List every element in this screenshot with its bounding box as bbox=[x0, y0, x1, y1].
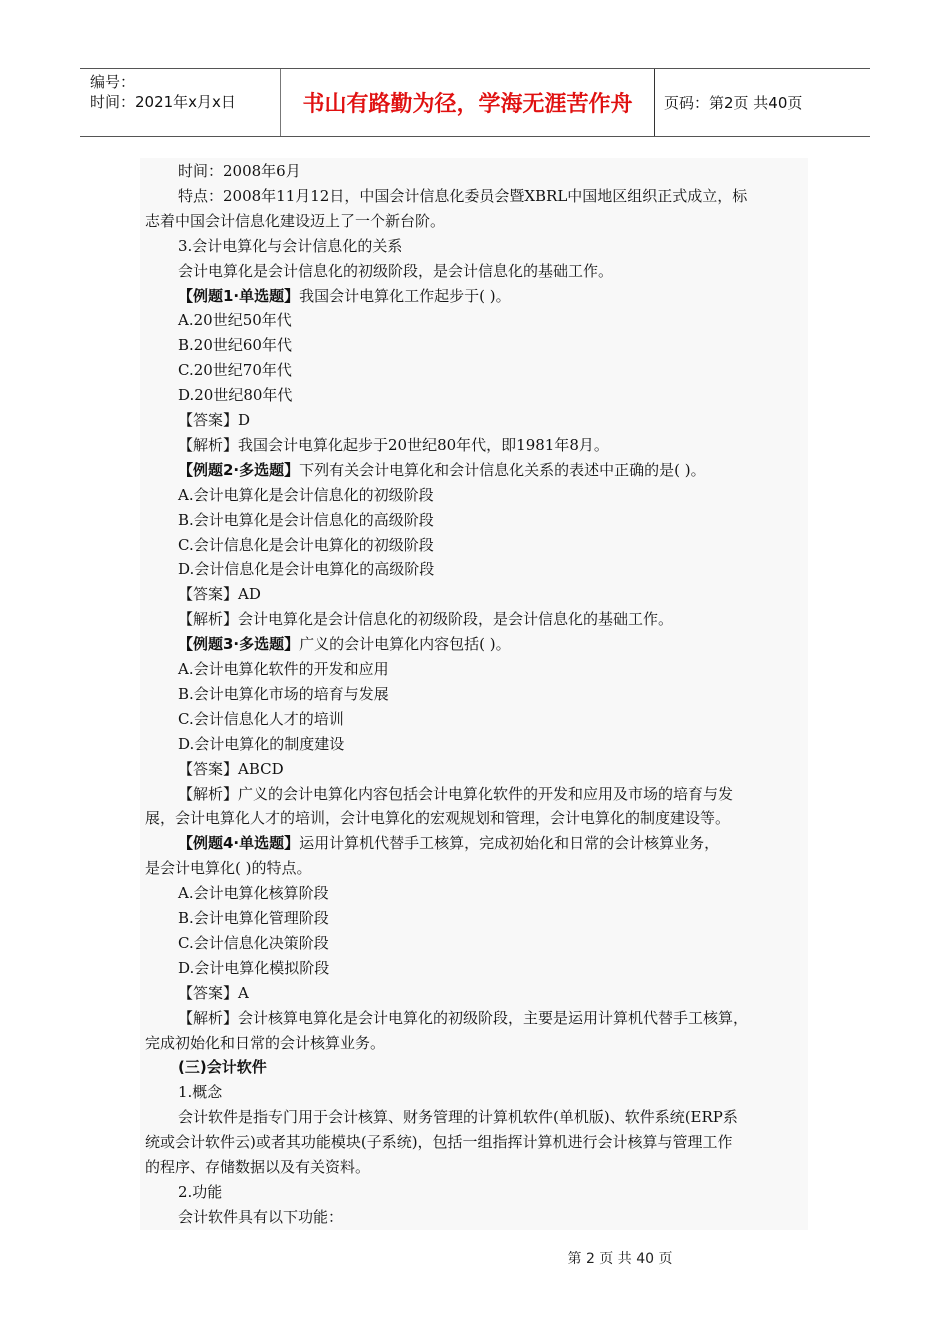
text-line bbox=[178, 161, 301, 181]
line-text: A.会计电算化是会计信息化的初级阶段 bbox=[178, 485, 434, 504]
text-line bbox=[178, 684, 389, 704]
text-line bbox=[178, 261, 613, 281]
line-text: D.会计电算化的制度建设 bbox=[178, 734, 345, 753]
line-text: 完成初始化和日常的会计核算业务。 bbox=[145, 1033, 386, 1052]
text-line bbox=[145, 1132, 733, 1152]
bold-heading: 【例题2·多选题】 bbox=[178, 460, 300, 479]
line-text: 统或会计软件云)或者其功能模块(子系统)，包括一组指挥计算机进行会计核算与管理工作 bbox=[145, 1133, 733, 1152]
line-text: 会计软件是指专门用于会计核算、财务管理的计算机软件(单机版)、软件系统(ERP系 bbox=[178, 1108, 738, 1127]
header-page-info: 页码：第2页 共40页 bbox=[664, 94, 803, 112]
text-line bbox=[178, 286, 511, 306]
bold-heading: (三)会计软件 bbox=[178, 1058, 267, 1077]
line-text: D.会计信息化是会计电算化的高级阶段 bbox=[178, 560, 435, 579]
line-text: 特点：2008年11月12日，中国会计信息化委员会暨XBRL中国地区组织正式成立，标 bbox=[178, 186, 748, 205]
text-line bbox=[178, 310, 292, 330]
text-line bbox=[178, 709, 344, 729]
number-label: 编号： bbox=[90, 73, 136, 91]
text-line bbox=[178, 1082, 222, 1102]
text-line bbox=[178, 609, 673, 629]
text-line bbox=[178, 659, 389, 679]
line-text: B.会计电算化市场的培育与发展 bbox=[178, 684, 389, 703]
text-line bbox=[145, 858, 311, 878]
text-line bbox=[178, 584, 261, 604]
line-text: 运用计算机代替手工核算，完成初始化和日常的会计核算业务， bbox=[299, 834, 720, 853]
text-line bbox=[178, 435, 609, 455]
text-line bbox=[178, 1107, 738, 1127]
line-text: 1.概念 bbox=[178, 1083, 223, 1102]
text-line bbox=[178, 510, 434, 530]
line-text: 广义的会计电算化内容包括( )。 bbox=[299, 635, 511, 654]
line-text: D.20世纪80年代 bbox=[178, 386, 293, 405]
text-line bbox=[178, 784, 733, 804]
line-text: 展，会计电算化人才的培训，会计电算化的宏观规划和管理，会计电算化的制度建设等。 bbox=[145, 809, 731, 828]
line-text: 是会计电算化( )的特点。 bbox=[145, 859, 312, 878]
date-label: 时间：2021年x月x日 bbox=[90, 93, 236, 111]
text-line bbox=[178, 908, 329, 928]
line-text: 3.会计电算化与会计信息化的关系 bbox=[178, 236, 403, 255]
line-text: B.20世纪60年代 bbox=[178, 336, 292, 355]
bold-heading: 【例题3·多选题】 bbox=[178, 635, 300, 654]
line-text: A.会计电算化核算阶段 bbox=[178, 884, 329, 903]
text-line bbox=[178, 833, 719, 853]
text-line bbox=[178, 759, 284, 779]
line-text: 志着中国会计信息化建设迈上了一个新台阶。 bbox=[145, 211, 446, 230]
text-line bbox=[178, 883, 329, 903]
page-header bbox=[80, 68, 870, 137]
text-line bbox=[178, 410, 250, 430]
text-line bbox=[178, 958, 329, 978]
line-text: 【解析】我国会计电算化起步于20世纪80年代，即1981年8月。 bbox=[178, 435, 609, 454]
line-text: 下列有关会计电算化和会计信息化关系的表述中正确的是( )。 bbox=[299, 460, 706, 479]
line-text: C.会计信息化决策阶段 bbox=[178, 933, 329, 952]
line-text: 【答案】A bbox=[178, 983, 249, 1002]
text-line bbox=[145, 211, 445, 231]
bold-heading: 【例题4·单选题】 bbox=[178, 834, 300, 853]
text-line bbox=[178, 535, 434, 555]
header-motto: 书山有路勤为径，学海无涯苦作舟 bbox=[281, 69, 655, 136]
line-text: 【答案】AD bbox=[178, 585, 261, 604]
line-text: 【解析】会计核算电算化是会计电算化的初级阶段，主要是运用计算机代替手工核算， bbox=[178, 1008, 749, 1027]
text-line bbox=[178, 559, 434, 579]
line-text: 我国会计电算化工作起步于( )。 bbox=[299, 286, 511, 305]
line-text: 【答案】ABCD bbox=[178, 759, 284, 778]
line-text: C.会计信息化是会计电算化的初级阶段 bbox=[178, 535, 434, 554]
bold-heading: 【例题1·单选题】 bbox=[178, 286, 300, 305]
line-text: 2.功能 bbox=[178, 1182, 223, 1201]
text-line bbox=[178, 186, 747, 206]
line-text: 【解析】会计电算化是会计信息化的初级阶段，是会计信息化的基础工作。 bbox=[178, 610, 674, 629]
line-text: 的程序、存储数据以及有关资料。 bbox=[145, 1158, 371, 1176]
text-line bbox=[145, 1033, 385, 1053]
line-text: 会计软件具有以下功能： bbox=[178, 1207, 344, 1226]
page-footer: 第 2 页 共 40 页 bbox=[567, 1251, 673, 1267]
line-text: C.20世纪70年代 bbox=[178, 361, 292, 380]
text-line bbox=[178, 1207, 343, 1227]
header-meta bbox=[80, 69, 281, 136]
text-line bbox=[178, 983, 249, 1003]
text-line bbox=[145, 1157, 370, 1177]
text-line bbox=[178, 1008, 748, 1028]
line-text: D.会计电算化模拟阶段 bbox=[178, 958, 330, 977]
line-text: A.20世纪50年代 bbox=[178, 311, 292, 330]
line-text: 【解析】广义的会计电算化内容包括会计电算化软件的开发和应用及市场的培育与发 bbox=[178, 784, 734, 803]
text-line bbox=[178, 460, 706, 480]
text-line bbox=[178, 634, 511, 654]
line-text: A.会计电算化软件的开发和应用 bbox=[178, 660, 389, 678]
document-body bbox=[140, 158, 808, 1230]
text-line bbox=[178, 236, 402, 256]
line-text: 【答案】D bbox=[178, 411, 251, 429]
line-text: 时间：2008年6月 bbox=[178, 162, 301, 180]
text-line bbox=[178, 485, 434, 505]
text-line bbox=[178, 734, 344, 754]
line-text: B.会计电算化管理阶段 bbox=[178, 909, 329, 927]
line-text: B.会计电算化是会计信息化的高级阶段 bbox=[178, 510, 434, 529]
line-text: 会计电算化是会计信息化的初级阶段，是会计信息化的基础工作。 bbox=[178, 261, 614, 280]
text-line bbox=[178, 385, 292, 405]
text-line bbox=[178, 1057, 267, 1077]
text-line bbox=[178, 933, 329, 953]
line-text: C.会计信息化人才的培训 bbox=[178, 709, 344, 728]
text-line bbox=[178, 360, 292, 380]
text-line bbox=[145, 808, 730, 828]
text-line bbox=[178, 335, 292, 355]
text-line bbox=[178, 1182, 222, 1202]
